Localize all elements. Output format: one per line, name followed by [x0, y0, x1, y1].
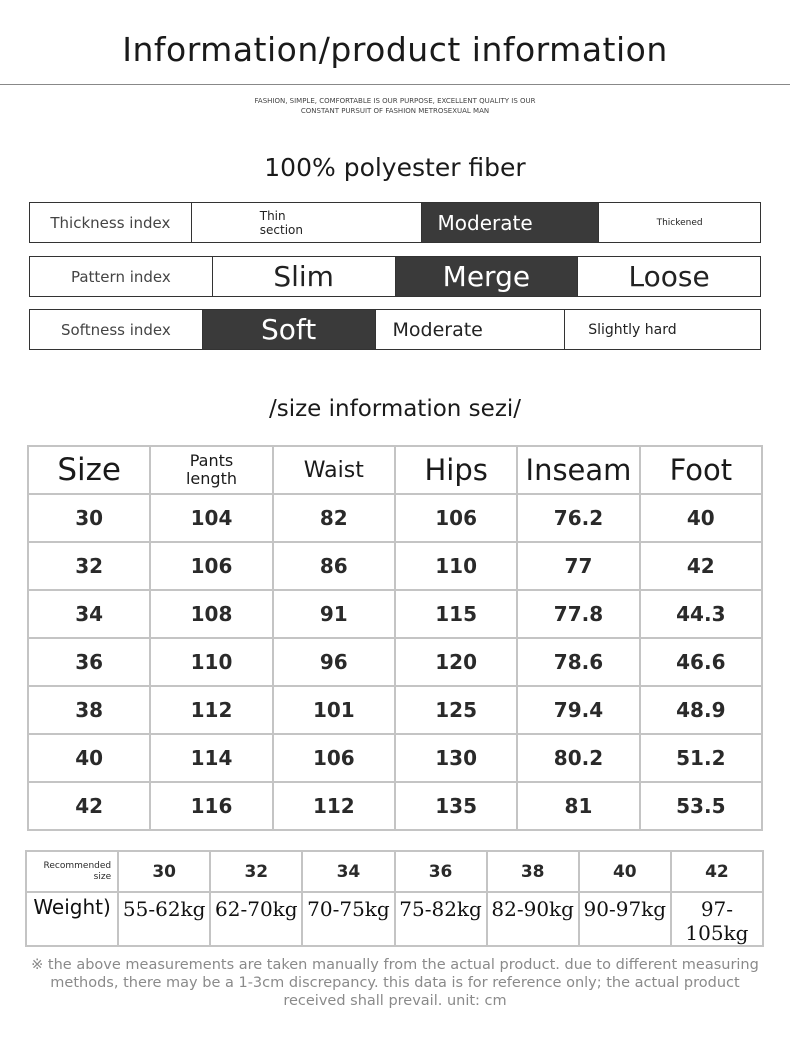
softness-index-row — [29, 309, 761, 350]
hips-cell: 120 — [395, 638, 517, 686]
thickness-option-thickened: Thickened — [598, 203, 760, 242]
pattern-index-row — [29, 256, 761, 297]
waist-cell: 106 — [273, 734, 395, 782]
size-cell: 42 — [28, 782, 150, 830]
size-cell: 30 — [28, 494, 150, 542]
table-row — [28, 686, 762, 734]
header-size: Size — [28, 446, 150, 494]
hips-cell: 110 — [395, 542, 517, 590]
pattern-option-slim: Slim — [212, 257, 395, 296]
size-cell: 36 — [28, 638, 150, 686]
size-cell: 32 — [28, 542, 150, 590]
inseam-cell: 77 — [517, 542, 639, 590]
hips-cell: 106 — [395, 494, 517, 542]
hips-cell: 125 — [395, 686, 517, 734]
header-hips: Hips — [395, 446, 517, 494]
size-cell: 38 — [28, 686, 150, 734]
weight-cell: 90-97kg — [579, 892, 671, 946]
foot-cell: 53.5 — [640, 782, 762, 830]
weight-size-cell: 38 — [487, 851, 579, 892]
pants-length-cell: 104 — [150, 494, 272, 542]
foot-cell: 48.9 — [640, 686, 762, 734]
thickness-index-row — [29, 202, 761, 243]
table-row — [28, 590, 762, 638]
size-section-title: /size information sezi/ — [268, 396, 522, 422]
inseam-cell: 78.6 — [517, 638, 639, 686]
size-table-header — [28, 446, 762, 494]
waist-cell: 86 — [273, 542, 395, 590]
header-inseam: Inseam — [517, 446, 639, 494]
recommended-size-label: Recommended size — [26, 851, 118, 892]
inseam-cell: 81 — [517, 782, 639, 830]
size-cell: 34 — [28, 590, 150, 638]
pants-length-cell: 110 — [150, 638, 272, 686]
weight-table — [25, 850, 764, 947]
waist-cell: 82 — [273, 494, 395, 542]
foot-cell: 51.2 — [640, 734, 762, 782]
foot-cell: 44.3 — [640, 590, 762, 638]
pants-length-cell: 106 — [150, 542, 272, 590]
pants-length-cell: 112 — [150, 686, 272, 734]
size-table — [27, 445, 763, 831]
table-row — [28, 542, 762, 590]
table-row — [28, 638, 762, 686]
weight-size-cell: 36 — [395, 851, 487, 892]
header-waist: Waist — [273, 446, 395, 494]
size-cell: 40 — [28, 734, 150, 782]
pattern-option-loose: Loose — [577, 257, 760, 296]
thickness-option-thin: Thin section — [191, 203, 421, 242]
pants-length-cell: 114 — [150, 734, 272, 782]
foot-cell: 40 — [640, 494, 762, 542]
measurement-footnote: ※ the above measurements are taken manually from the actual product. due to different measuring methods, there may be a 1-3cm discrepancy. this data is for reference only; the actual product received shall prevail. unit: cm — [31, 957, 759, 1009]
weight-size-cell: 32 — [210, 851, 302, 892]
weight-cell: 97-105kg — [671, 892, 763, 946]
weight-size-cell: 42 — [671, 851, 763, 892]
table-row — [28, 782, 762, 830]
page-title: Information/product information — [122, 30, 668, 69]
tagline-line: CONSTANT PURSUIT OF FASHION METROSEXUAL MAN — [300, 107, 490, 115]
weight-label: Weight) — [26, 892, 118, 946]
softness-option-slightly-hard: Slightly hard — [564, 310, 760, 349]
thickness-index-label: Thickness index — [50, 213, 171, 232]
foot-cell: 42 — [640, 542, 762, 590]
weight-cell: 55-62kg — [118, 892, 210, 946]
inseam-cell: 77.8 — [517, 590, 639, 638]
weight-cell: 82-90kg — [487, 892, 579, 946]
softness-option-moderate: Moderate — [375, 310, 565, 349]
weight-cell: 62-70kg — [210, 892, 302, 946]
weight-size-cell: 40 — [579, 851, 671, 892]
inseam-cell: 79.4 — [517, 686, 639, 734]
tagline-line: FASHION, SIMPLE, COMFORTABLE IS OUR PURPOSE, EXCELLENT QUALITY IS OUR — [254, 97, 536, 105]
waist-cell: 96 — [273, 638, 395, 686]
softness-option-soft: Soft — [202, 310, 375, 349]
pants-length-cell: 116 — [150, 782, 272, 830]
inseam-cell: 76.2 — [517, 494, 639, 542]
table-row — [28, 734, 762, 782]
thickness-option-moderate: Moderate — [421, 203, 599, 242]
table-row — [28, 494, 762, 542]
weight-size-cell: 30 — [118, 851, 210, 892]
foot-cell: 46.6 — [640, 638, 762, 686]
weight-cell: 75-82kg — [395, 892, 487, 946]
pattern-option-merge: Merge — [395, 257, 578, 296]
header-foot: Foot — [640, 446, 762, 494]
inseam-cell: 80.2 — [517, 734, 639, 782]
waist-cell: 101 — [273, 686, 395, 734]
hips-cell: 130 — [395, 734, 517, 782]
pattern-index-label: Pattern index — [70, 267, 171, 286]
material-heading: 100% polyester fiber — [264, 153, 526, 182]
softness-index-label: Softness index — [60, 320, 171, 339]
title-divider — [0, 84, 790, 85]
weight-table-header — [26, 851, 763, 892]
header-pants-length: Pants length — [150, 446, 272, 494]
pants-length-cell: 108 — [150, 590, 272, 638]
weight-table-row — [26, 892, 763, 946]
weight-cell: 70-75kg — [302, 892, 394, 946]
hips-cell: 115 — [395, 590, 517, 638]
waist-cell: 112 — [273, 782, 395, 830]
waist-cell: 91 — [273, 590, 395, 638]
tagline — [0, 96, 790, 116]
hips-cell: 135 — [395, 782, 517, 830]
weight-size-cell: 34 — [302, 851, 394, 892]
